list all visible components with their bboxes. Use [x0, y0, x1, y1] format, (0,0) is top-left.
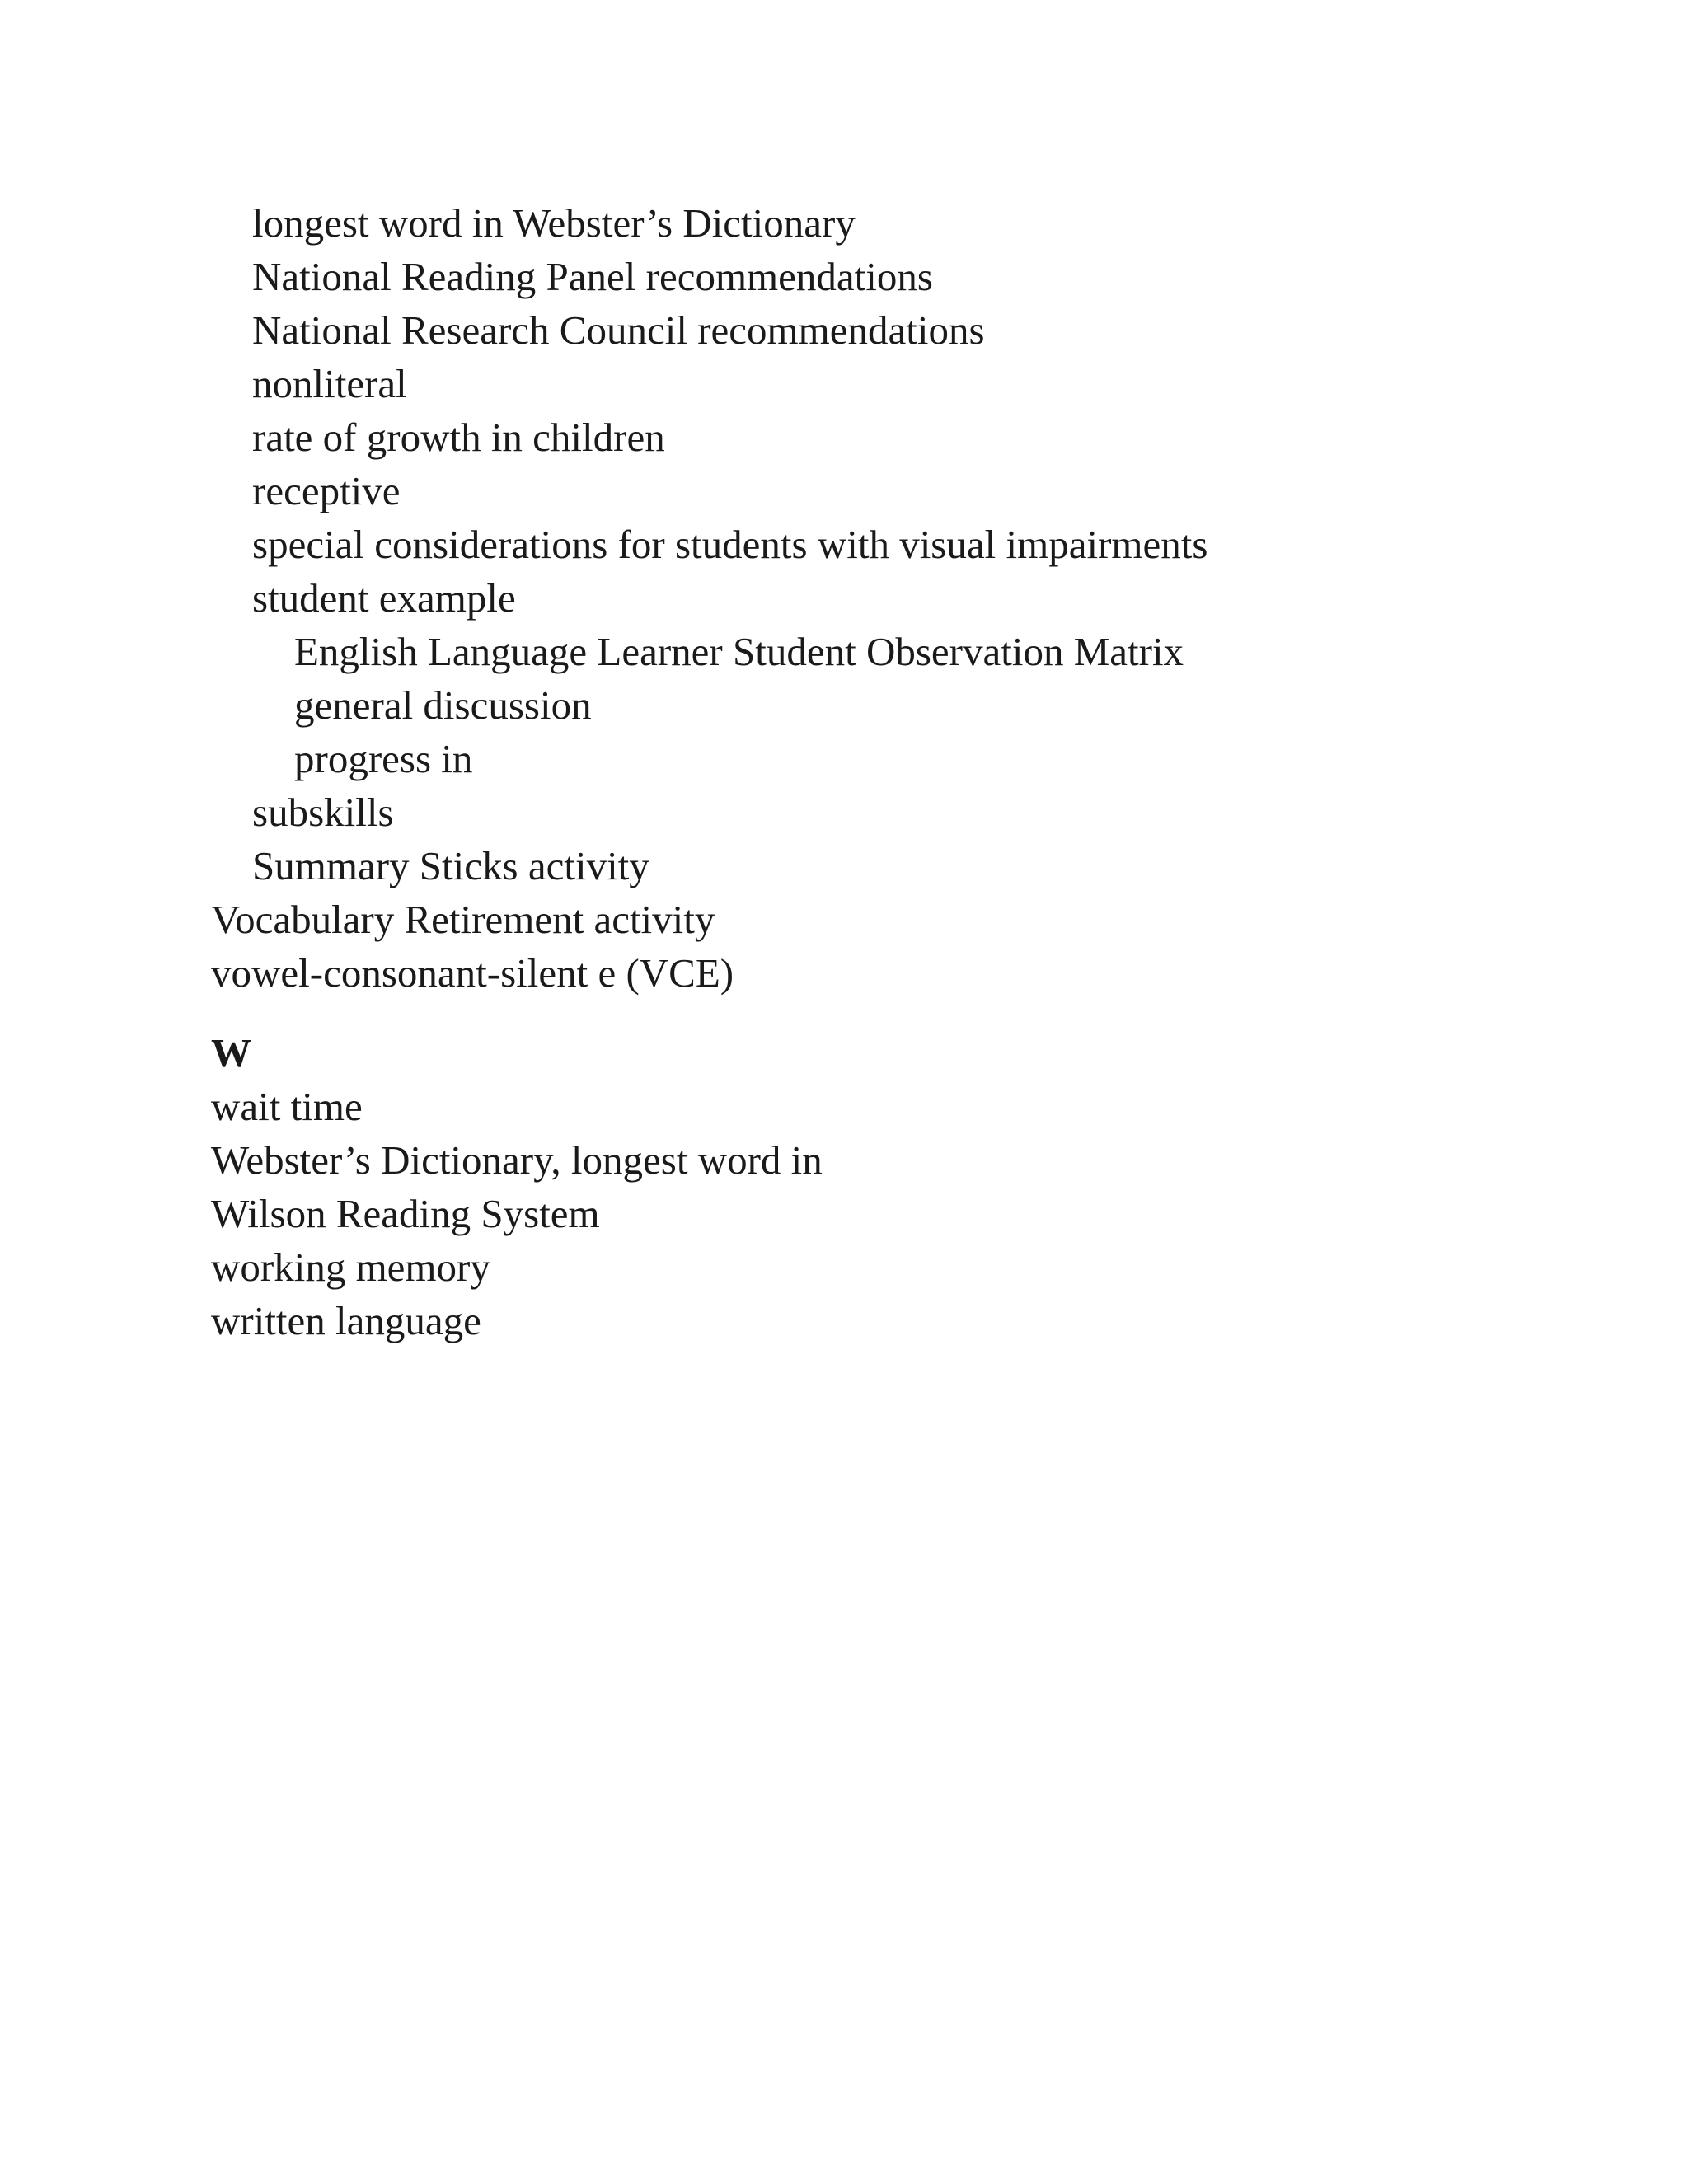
- index-entry: special considerations for students with visual impairments: [252, 522, 1208, 567]
- index-entry: nonliteral: [252, 361, 407, 406]
- index-subentry: general discussion: [294, 682, 592, 728]
- index-entry: National Research Council recommendations: [252, 307, 985, 353]
- index-main-entry: Webster’s Dictionary, longest word in: [211, 1137, 823, 1183]
- index-main-entry: working memory: [211, 1244, 490, 1290]
- index-entry: Summary Sticks activity: [252, 843, 649, 888]
- index-main-entry: written language: [211, 1298, 481, 1343]
- index-entry: receptive: [252, 468, 401, 513]
- section-letter-heading: W: [211, 1030, 251, 1076]
- index-main-entry: Vocabulary Retirement activity: [211, 897, 715, 942]
- index-main-entry: Wilson Reading System: [211, 1191, 600, 1236]
- index-entry: National Reading Panel recommendations: [252, 254, 933, 299]
- index-entry: student example: [252, 575, 516, 621]
- index-entry: longest word in Webster’s Dictionary: [252, 200, 856, 246]
- index-entry: subskills: [252, 790, 394, 835]
- index-subentry: English Language Learner Student Observation Matrix: [294, 629, 1184, 674]
- index-block: [211, 196, 1612, 1347]
- index-subentry: progress in: [294, 736, 473, 781]
- index-entry: rate of growth in children: [252, 415, 665, 460]
- index-main-entry: vowel-consonant-silent e (VCE): [211, 950, 734, 996]
- index-main-entry: wait time: [211, 1084, 363, 1129]
